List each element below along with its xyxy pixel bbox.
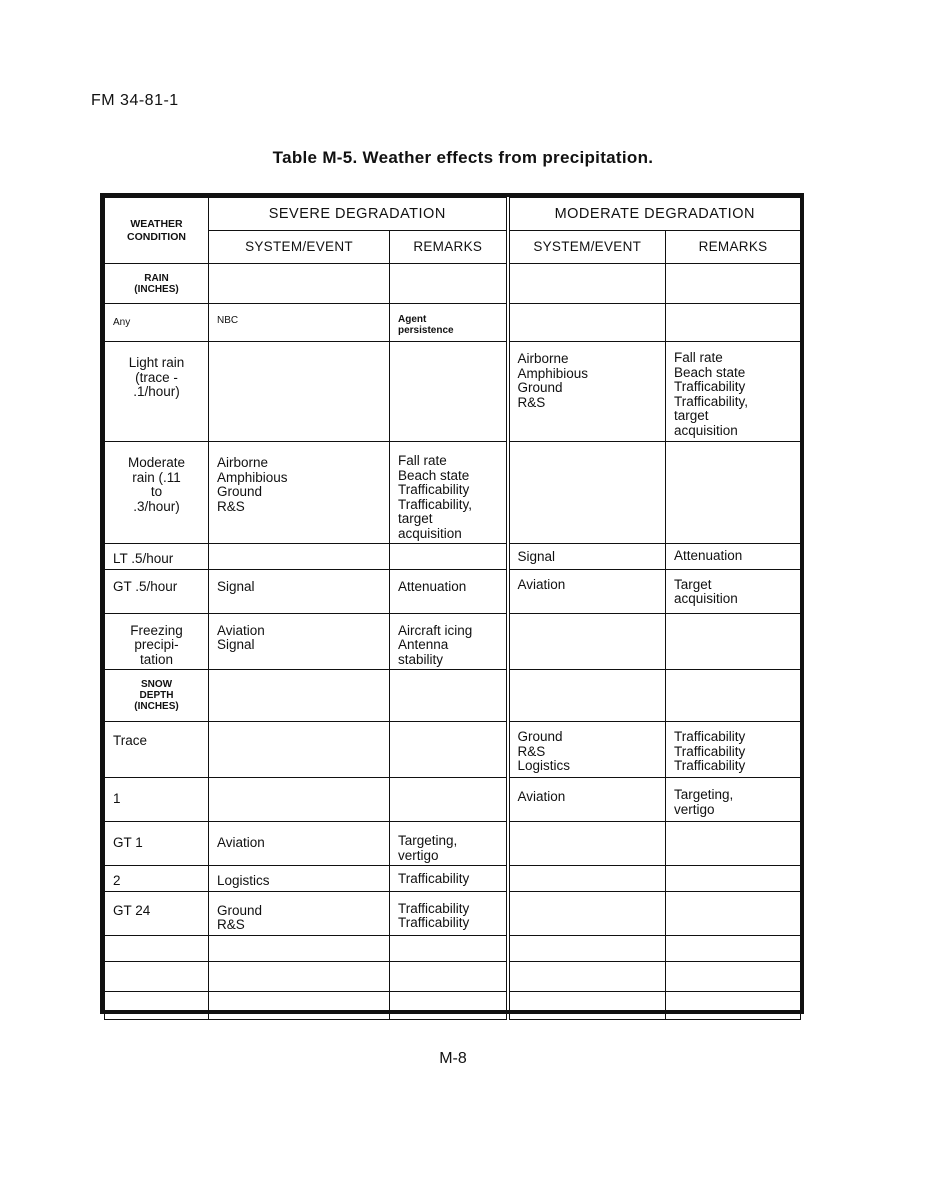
section-row-rain: [105, 264, 801, 304]
moderate-system-cell: Aviation: [508, 778, 666, 822]
document-id: FM 34-81-1: [91, 92, 179, 109]
moderate-system-cell: [508, 304, 666, 342]
severe-remarks-cell: Targeting, vertigo: [390, 822, 508, 866]
empty-row: [105, 961, 801, 991]
severe-remarks-cell: Aircraft icing Antenna stability: [390, 613, 508, 670]
table-cell: [390, 670, 508, 722]
moderate-system-cell: [508, 866, 666, 892]
header-row-sub: [105, 231, 801, 264]
condition-cell: GT 24: [105, 891, 209, 935]
severe-system-cell: [209, 342, 390, 442]
moderate-remarks-cell: Targeting, vertigo: [666, 778, 801, 822]
condition-cell: Freezing precipi- tation: [105, 613, 209, 670]
severe-remarks-cell: Attenuation: [390, 569, 508, 613]
table-row: [105, 822, 801, 866]
severe-system-cell: [209, 544, 390, 570]
condition-cell: Light rain (trace - .1/hour): [105, 342, 209, 442]
severe-system-cell: Signal: [209, 569, 390, 613]
moderate-system-cell: [508, 613, 666, 670]
table-cell: [105, 991, 209, 1019]
moderate-remarks-cell: [666, 442, 801, 544]
table-row: [105, 569, 801, 613]
moderate-system-cell: Ground R&S Logistics: [508, 722, 666, 778]
empty-row: [105, 935, 801, 961]
severe-system-cell: NBC: [209, 304, 390, 342]
moderate-remarks-cell: Attenuation: [666, 544, 801, 570]
table-title: Table M-5. Weather effects from precipitation.: [272, 148, 654, 167]
severe-system-cell: Ground R&S: [209, 891, 390, 935]
moderate-remarks-cell: [666, 613, 801, 670]
condition-cell: LT .5/hour: [105, 544, 209, 570]
table-row: [105, 778, 801, 822]
moderate-system-cell: Signal: [508, 544, 666, 570]
weather-condition-header: WEATHER CONDITION: [105, 198, 209, 264]
table-cell: [666, 670, 801, 722]
weather-effects-table: [100, 193, 804, 1014]
table-row: [105, 891, 801, 935]
table-cell: [209, 670, 390, 722]
moderate-system-event-header: SYSTEM/EVENT: [508, 231, 666, 264]
severe-system-cell: [209, 722, 390, 778]
moderate-remarks-cell: Trafficability Trafficability Trafficability: [666, 722, 801, 778]
table-row: [105, 613, 801, 670]
moderate-system-cell: Airborne Amphibious Ground R&S: [508, 342, 666, 442]
severe-system-cell: [209, 778, 390, 822]
severe-remarks-cell: [390, 544, 508, 570]
table-row: [105, 342, 801, 442]
table-cell: [508, 935, 666, 961]
condition-cell: GT .5/hour: [105, 569, 209, 613]
table-cell: [209, 935, 390, 961]
table-cell: [105, 961, 209, 991]
table-grid: [104, 197, 801, 1020]
empty-row: [105, 991, 801, 1019]
moderate-system-cell: [508, 442, 666, 544]
severe-system-cell: Aviation: [209, 822, 390, 866]
table-cell: [508, 264, 666, 304]
severe-remarks-cell: Agent persistence: [390, 304, 508, 342]
table-cell: [209, 961, 390, 991]
table-cell: [390, 991, 508, 1019]
severe-system-cell: Logistics: [209, 866, 390, 892]
section-label-rain: RAIN (INCHES): [105, 264, 209, 304]
condition-cell: 1: [105, 778, 209, 822]
moderate-remarks-header: REMARKS: [666, 231, 801, 264]
moderate-degradation-header: MODERATE DEGRADATION: [508, 198, 801, 231]
table-cell: [390, 961, 508, 991]
table-cell: [666, 991, 801, 1019]
severe-system-event-header: SYSTEM/EVENT: [209, 231, 390, 264]
table-cell: [508, 670, 666, 722]
moderate-system-cell: [508, 891, 666, 935]
moderate-remarks-cell: [666, 891, 801, 935]
table-row: [105, 866, 801, 892]
severe-degradation-header: SEVERE DEGRADATION: [209, 198, 508, 231]
section-label-snow: SNOW DEPTH (INCHES): [105, 670, 209, 722]
table-cell: [209, 264, 390, 304]
condition-cell: GT 1: [105, 822, 209, 866]
moderate-system-cell: Aviation: [508, 569, 666, 613]
table-cell: [390, 935, 508, 961]
moderate-remarks-cell: Target acquisition: [666, 569, 801, 613]
table-row: [105, 722, 801, 778]
table-row: [105, 304, 801, 342]
severe-remarks-cell: [390, 778, 508, 822]
severe-system-cell: Aviation Signal: [209, 613, 390, 670]
moderate-remarks-cell: [666, 822, 801, 866]
table-row: [105, 544, 801, 570]
condition-cell: Trace: [105, 722, 209, 778]
severe-system-cell: Airborne Amphibious Ground R&S: [209, 442, 390, 544]
table-cell: [508, 991, 666, 1019]
condition-cell: Any: [105, 304, 209, 342]
severe-remarks-cell: [390, 722, 508, 778]
table-cell: [105, 935, 209, 961]
header-row-group: [105, 198, 801, 231]
table-cell: [666, 935, 801, 961]
severe-remarks-cell: Fall rate Beach state Trafficability Trafficability, target acquisition: [390, 442, 508, 544]
table-cell: [666, 961, 801, 991]
severe-remarks-header: REMARKS: [390, 231, 508, 264]
severe-remarks-cell: [390, 342, 508, 442]
severe-remarks-cell: Trafficability Trafficability: [390, 891, 508, 935]
table-cell: [508, 961, 666, 991]
section-row-snow: [105, 670, 801, 722]
moderate-system-cell: [508, 822, 666, 866]
severe-remarks-cell: Trafficability: [390, 866, 508, 892]
table-cell: [209, 991, 390, 1019]
moderate-remarks-cell: [666, 866, 801, 892]
table-row: [105, 442, 801, 544]
moderate-remarks-cell: Fall rate Beach state Trafficability Trafficability, target acquisition: [666, 342, 801, 442]
condition-cell: Moderate rain (.11 to .3/hour): [105, 442, 209, 544]
table-cell: [390, 264, 508, 304]
moderate-remarks-cell: [666, 304, 801, 342]
condition-cell: 2: [105, 866, 209, 892]
page-number: M-8: [439, 1050, 467, 1067]
table-cell: [666, 264, 801, 304]
